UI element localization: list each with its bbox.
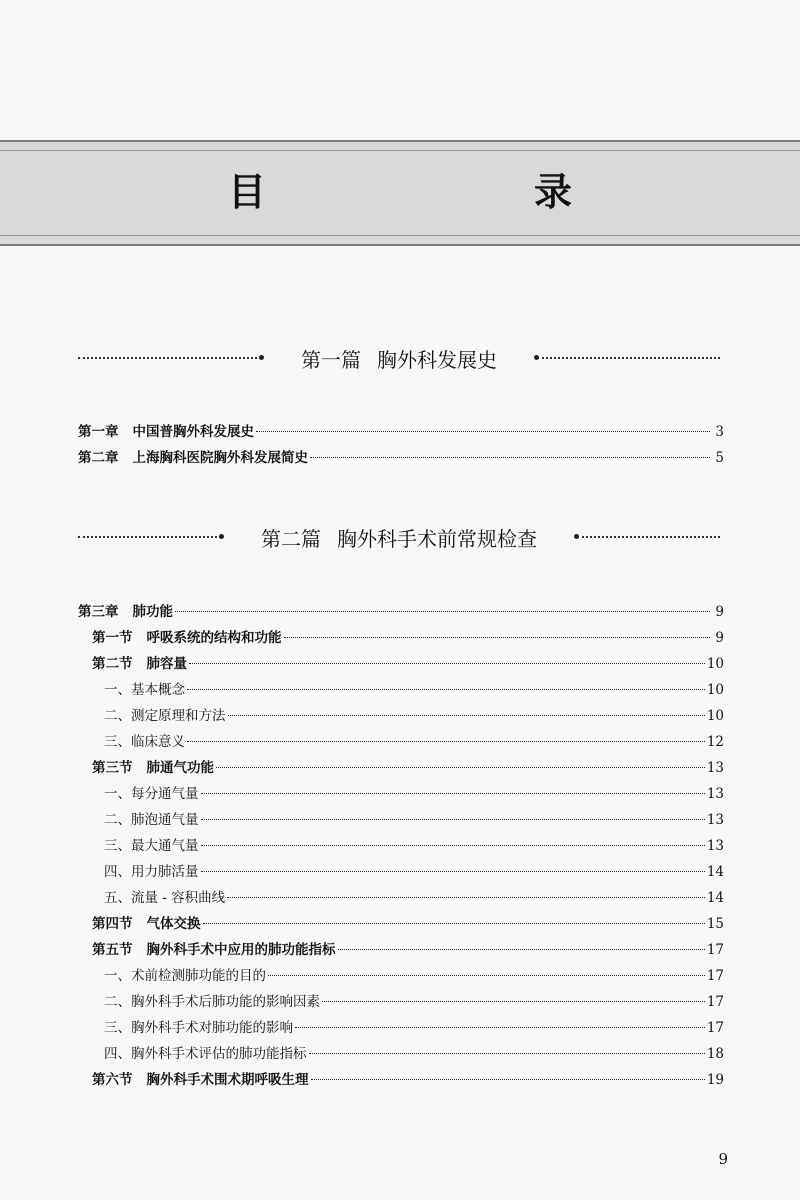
entry-title: 五、流量 - 容积曲线 [104,890,226,906]
dot-leader [175,611,710,612]
dot-leader [203,923,705,924]
entry-title: 二、胸外科手术后肺功能的影响因素 [104,994,320,1010]
toc-entry[interactable] [78,1041,724,1067]
toc-entry-chapter-1[interactable] [78,419,724,445]
entry-title: 呼吸系统的结构和功能 [146,630,282,646]
entry-page: 14 [706,864,724,880]
dotted-rule [577,536,720,538]
entry-page: 17 [706,994,724,1010]
entry-page: 13 [706,760,724,776]
toc-entry[interactable] [78,963,724,989]
dot-leader [322,1001,705,1002]
entry-title: 四、胸外科手术评估的肺功能指标 [104,1046,307,1062]
dot-leader [187,689,705,690]
entry-title: 中国普胸外科发展史 [132,424,254,440]
entry-number: 第五节 [92,942,133,958]
toc-part-1 [78,419,724,471]
toc-entry[interactable] [78,1067,724,1093]
entry-title: 一、每分通气量 [104,786,199,802]
part-number: 第一篇 [301,347,361,372]
entry-page: 18 [706,1046,724,1062]
dot-leader [201,819,705,820]
entry-page: 17 [706,968,724,984]
dot-leader [189,663,705,664]
entry-page: 13 [706,838,724,854]
part-title [221,523,577,552]
toc-entry[interactable] [78,651,724,677]
entry-page: 3 [715,424,724,440]
entry-number: 第二章 [78,450,119,466]
entry-page: 13 [706,812,724,828]
toc-entry-chapter-2[interactable] [78,445,724,471]
entry-number: 第一节 [92,630,133,646]
toc-entry[interactable] [78,885,724,911]
entry-title: 二、测定原理和方法 [104,708,226,724]
entry-title: 气体交换 [146,916,201,932]
dot-leader [227,897,705,898]
entry-page: 12 [706,734,724,750]
dot-leader [311,1079,705,1080]
dot-leader [310,457,710,458]
entry-title: 胸外科手术中应用的肺功能指标 [146,942,336,958]
entry-title: 三、最大通气量 [104,838,199,854]
dotted-rule [537,357,720,359]
toc-entry[interactable] [78,937,724,963]
dot-leader [256,431,710,432]
dot-leader [295,1027,705,1028]
toc-entry[interactable] [78,1015,724,1041]
entry-number: 第二节 [92,656,133,672]
dotted-rule [78,357,261,359]
dot-leader [338,949,705,950]
entry-title: 三、胸外科手术对肺功能的影响 [104,1020,293,1036]
entry-page: 19 [706,1072,724,1088]
entry-page: 5 [715,450,724,466]
dotted-rule [78,536,221,538]
entry-number: 第三节 [92,760,133,776]
toc-entry[interactable] [78,703,724,729]
entry-title: 三、临床意义 [104,734,185,750]
entry-page: 13 [706,786,724,802]
entry-title: 四、用力肺活量 [104,864,199,880]
toc-entry[interactable] [78,781,724,807]
dot-leader [201,871,705,872]
part-header-2 [78,522,720,552]
part-number: 第二篇 [261,526,321,551]
entry-title: 肺容量 [146,656,187,672]
dot-leader [284,637,711,638]
entry-page: 10 [706,682,724,698]
part-name: 胸外科手术前常规检查 [337,526,537,551]
entry-number: 第六节 [92,1072,133,1088]
part-title [261,344,537,373]
entry-number: 第一章 [78,424,119,440]
toc-entry[interactable] [78,807,724,833]
entry-title: 一、基本概念 [104,682,185,698]
toc-entry[interactable] [78,599,724,625]
entry-title: 胸外科手术围术期呼吸生理 [146,1072,309,1088]
toc-entry[interactable] [78,625,724,651]
dot-leader [201,793,705,794]
entry-title: 一、术前检测肺功能的目的 [104,968,266,984]
dot-leader [201,845,705,846]
entry-title: 二、肺泡通气量 [104,812,199,828]
entry-page: 17 [706,1020,724,1036]
entry-page: 10 [706,656,724,672]
entry-page: 14 [706,890,724,906]
entry-page: 17 [706,942,724,958]
dot-leader [228,715,705,716]
page-number: 9 [718,1150,728,1168]
toc-entry[interactable] [78,989,724,1015]
entry-number: 第四节 [92,916,133,932]
part-name: 胸外科发展史 [377,347,497,372]
entry-page: 9 [715,630,724,646]
toc-part-2 [78,599,724,1093]
toc-entry[interactable] [78,859,724,885]
entry-title: 肺通气功能 [146,760,214,776]
entry-page: 9 [715,604,724,620]
dot-leader [216,767,705,768]
toc-entry[interactable] [78,911,724,937]
page-title: 目 录 [227,169,636,214]
toc-entry[interactable] [78,755,724,781]
entry-number: 第三章 [78,604,119,620]
dot-leader [187,741,705,742]
toc-entry[interactable] [78,677,724,703]
toc-entry[interactable] [78,729,724,755]
toc-entry[interactable] [78,833,724,859]
dot-leader [309,1053,705,1054]
entry-page: 10 [706,708,724,724]
part-header-1 [78,343,720,373]
entry-title: 肺功能 [132,604,173,620]
dot-leader [268,975,705,976]
entry-page: 15 [706,916,724,932]
entry-title: 上海胸科医院胸外科发展简史 [132,450,308,466]
